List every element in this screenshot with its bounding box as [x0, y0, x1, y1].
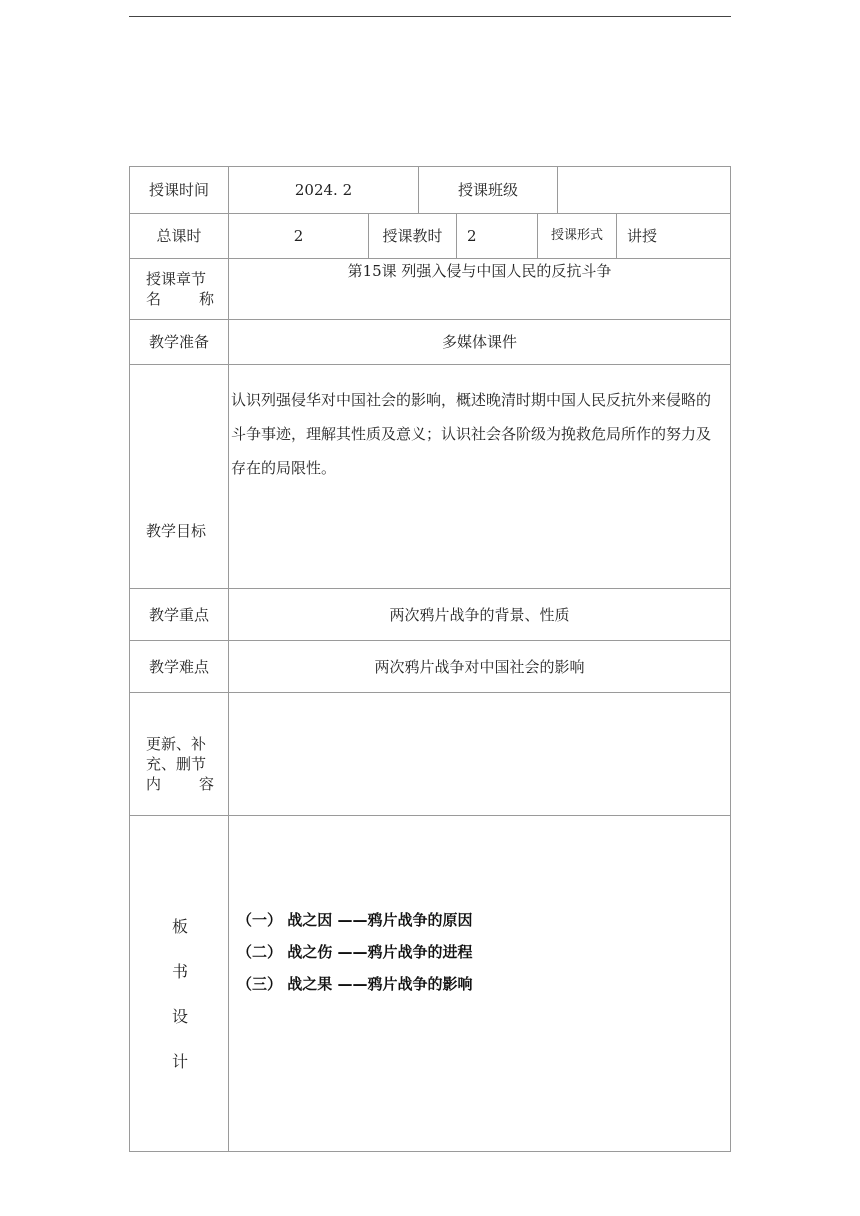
board-label-char4: 计 [171, 1052, 188, 1071]
value-prep: 多媒体课件 [228, 319, 731, 365]
label-chapter-line2: 名 称 [146, 290, 214, 308]
label-update [129, 692, 229, 816]
board-label-char3: 设 [171, 1007, 188, 1026]
board-line-2: （二） 战之伤 ——鸦片战争的进程 [237, 943, 473, 961]
board-line-3: （三） 战之果 ——鸦片战争的影响 [237, 975, 473, 993]
goal-text: 认识列强侵华对中国社会的影响，概述晚清时期中国人民反抗外来侵略的斗争事迹，理解其性质及意义；认识社会各阶级为挽救危局所作的努力及存在的局限性。 [231, 391, 712, 477]
board-label-char2: 书 [171, 962, 188, 981]
value-hours: 2 [228, 213, 369, 259]
value-chapter [228, 258, 731, 320]
label-board [129, 815, 229, 1152]
label-update-line3: 内 容 [146, 775, 214, 793]
header-rule [129, 16, 731, 17]
value-key: 两次鸦片战争的背景、性质 [228, 588, 731, 641]
value-class [557, 166, 731, 214]
form-text: 讲授 [627, 227, 658, 245]
value-goal [228, 364, 731, 589]
value-board [228, 815, 731, 1152]
label-class: 授课班级 [418, 166, 558, 214]
value-time: 2024. 2 [228, 166, 419, 214]
label-teacher-hours: 授课教时 [368, 213, 457, 259]
value-form [616, 213, 731, 259]
label-difficulty: 教学难点 [129, 640, 229, 693]
value-teacher-hours [456, 213, 538, 259]
label-hours: 总课时 [129, 213, 229, 259]
label-update-line1: 更新、补 [146, 735, 207, 753]
label-chapter [129, 258, 229, 320]
label-prep: 教学准备 [129, 319, 229, 365]
label-chapter-line1: 授课章节 [146, 270, 207, 288]
value-update [228, 692, 731, 816]
value-difficulty: 两次鸦片战争对中国社会的影响 [228, 640, 731, 693]
board-label-char1: 板 [171, 917, 188, 936]
label-update-line2: 充、删节 [146, 755, 207, 773]
label-goal [129, 364, 229, 589]
label-time: 授课时间 [129, 166, 229, 214]
chapter-title: 第15课 列强入侵与中国人民的反抗斗争 [347, 262, 612, 280]
label-form: 授课形式 [537, 213, 617, 259]
label-key: 教学重点 [129, 588, 229, 641]
label-goal-text: 教学目标 [146, 522, 207, 540]
teacher-hours-number: 2 [467, 227, 477, 245]
board-label-stack [130, 904, 230, 1084]
board-line-1: （一） 战之因 ——鸦片战争的原因 [237, 911, 473, 929]
board-outline [237, 904, 472, 1000]
